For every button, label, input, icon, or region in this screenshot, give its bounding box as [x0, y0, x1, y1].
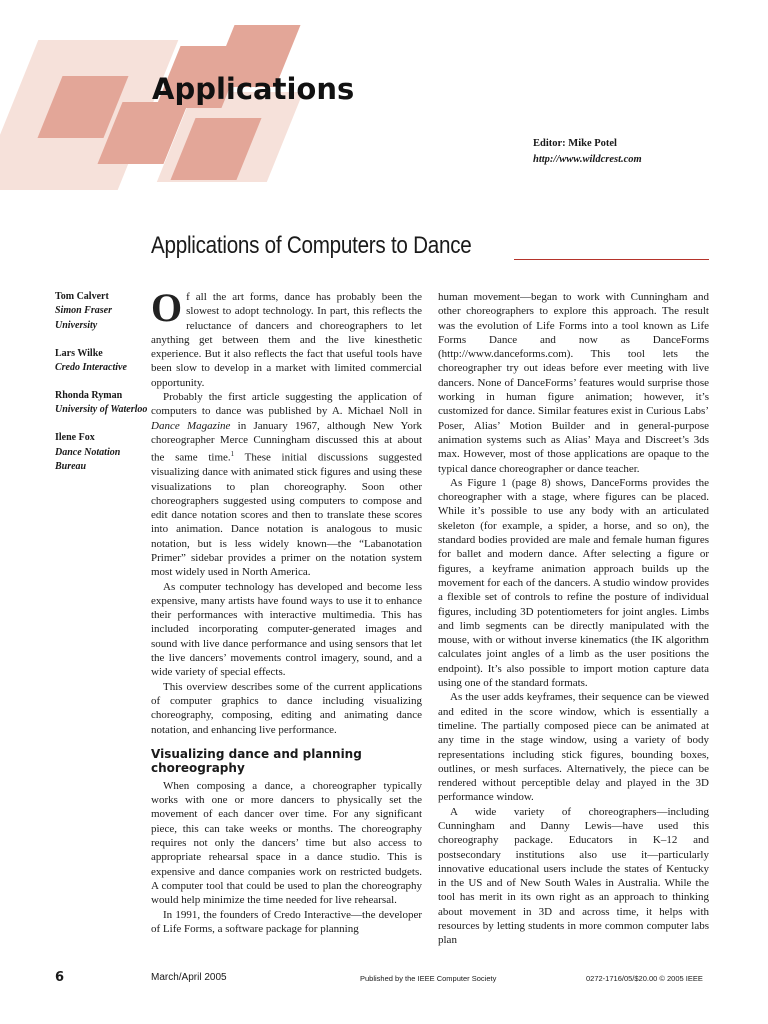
paragraph: When composing a dance, a choreographer typically works with one or more dancers to physically set the movement of each dancer over time. For any significant piece, this can take weeks or months. The choreography requires not only the dancers’ time but also access to appropriate rehearsal space in a dance studio. This is expensive and dance companies work on restricted budgets. A computer tool that could be used to plan the choreography would help minimize the time needed for live rehearsal.	[151, 779, 422, 907]
paragraph: As Figure 1 (page 8) shows, DanceForms provides the choreographer with a stage, where figures can be placed. While it’s possible to use any body with an articulated skeleton (for example, a spider, a horse, and so on), the standard bodies provided are male and female human figures for ballet and modern dance. After selecting a figure or figures, a keyframe animation approach builds up the movement for each of the dancers. A studio window provides a flexible set of controls to refine the posture of individual figures, including 3D potentiometers for joint angles. Limbs and limb segments can be directly manipulated with the mouse, with or without inverse kinematics (the IK algorithm calculates joint angles of a limb as the user positions the endpoint). It’s also possible to import motion capture data using one of the standard formats.	[438, 476, 709, 690]
author-affiliation: Dance Notation Bureau	[55, 446, 121, 473]
body-column-left	[151, 285, 422, 936]
page-number: 6	[55, 970, 65, 985]
body-column-right	[438, 290, 709, 948]
paragraph-text: in January 1967, although New York choreographer Merce Cunningham discussed this at about the same time.	[151, 419, 422, 464]
reference-marker: 1	[230, 450, 235, 459]
paragraph	[151, 390, 422, 580]
author-entry	[55, 431, 150, 474]
department-title: Applications	[152, 72, 355, 106]
paragraph: In 1991, the founders of Credo Interactive—the developer of Life Forms, a software package for planning	[151, 908, 422, 935]
copyright-line: 0272-1716/05/$20.00 © 2005 IEEE	[586, 974, 703, 983]
author-affiliation: University of Waterloo	[55, 404, 148, 416]
editor-name: Editor: Mike Potel	[533, 138, 617, 149]
paragraph: A wide variety of choreographers—including Cunningham and Danny Lewis—have used this choreography package. Educators in K–12 and postsecondary institutions also use it—particularly innovative educational users include the states of Kentucky in the US and of New South Wales in Australia. While the tool has merit in its own right as an approach to thinking about movement in 3D and across time, it helps with resources by letting students in more common computer labs plan	[438, 805, 709, 947]
section-heading: Visualizing dance and planning choreography	[151, 746, 362, 775]
author-list	[55, 290, 150, 488]
article-title: Applications of Computers to Dance	[151, 232, 472, 259]
author-affiliation: Simon Fraser University	[55, 305, 112, 331]
drop-cap: O	[151, 285, 183, 330]
author-entry	[55, 347, 150, 376]
author-entry	[55, 389, 150, 418]
editor-url[interactable]: http://www.wildcrest.com	[533, 154, 642, 165]
editor-block	[533, 136, 642, 168]
author-name: Lars Wilke	[55, 347, 103, 359]
issue-date: March/April 2005	[151, 972, 227, 983]
paragraph: human movement—began to work with Cunningham and other choreographers to explore this approach. The result was the evolution of Life Forms into a tool known as Life Forms Dance and now as DanceForms (http://www.danceforms.com). This tool lets the choreographer try out ideas before ever meeting with live dancers. None of DanceForms’ features would surprise those working in human figure animation; however, it’s customized for dance. Similar features exist in Curious Labs’ Poser, Alias’ Motion Builder and in general-purpose animation systems such as Alias’ Maya and Discreet’s 3ds max. However, most of those applications are opaque to the typical dance choreographer or dance teacher.	[438, 291, 709, 475]
author-name: Tom Calvert	[55, 291, 109, 302]
magazine-title: Dance Magazine	[151, 419, 231, 432]
publisher-line: Published by the IEEE Computer Society	[360, 974, 497, 983]
paragraph-text: f all the art forms, dance has probably been the slowest to adopt technology. In part, this reflects the reluctance of dancers and choreographers to let anything get between them and the live kinesthetic experience. But it also reflects the fact that useful tools have been slow to develop in a market with limited commercial opportunity.	[151, 291, 422, 389]
author-name: Ilene Fox	[55, 432, 95, 444]
paragraph: As computer technology has developed and become less expensive, many artists have found ways to use it to enhance their performances with interactive multimedia. This has included incorporating computer-generated images and sound with live dance performance and using sensors that let the live dancers’ movements control imagery, sound, and a wide variety of special effects.	[151, 580, 422, 679]
title-rule	[514, 259, 709, 260]
author-name: Rhonda Ryman	[55, 390, 123, 402]
author-affiliation: Credo Interactive	[55, 362, 127, 374]
paragraph-text: These initial discussions suggested visualizing dance with animated stick figures and using these visualizations to plan choreography. Soon other choreographers suggested using computers to compose and edit dance notation scores and then to translate these scores into animation. Dance notation is analogous to music notation, but is less widely known—the “Labanotation Primer” sidebar provides a primer on the notation system most widely used in North America.	[151, 451, 422, 579]
paragraph	[151, 285, 422, 390]
author-entry	[55, 290, 150, 333]
paragraph-text: Probably the first article suggesting the application of computers to dance was published by A. Michael Noll in	[151, 391, 422, 418]
paragraph: This overview describes some of the current applications of computer graphics to dance including visualizing choreography, composing, editing and animating dance notation, and enhancing live performance.	[151, 680, 422, 736]
paragraph: As the user adds keyframes, their sequence can be viewed and edited in the score window, which is essentially a timeline. The partially composed piece can be animated at any time in the stage window, using a variety of body representations including stick figures, bounding boxes, outlines, or mesh surfaces. Alternatively, the piece can be rendered without perceptible delay and played in the 3D performance window.	[438, 691, 709, 804]
